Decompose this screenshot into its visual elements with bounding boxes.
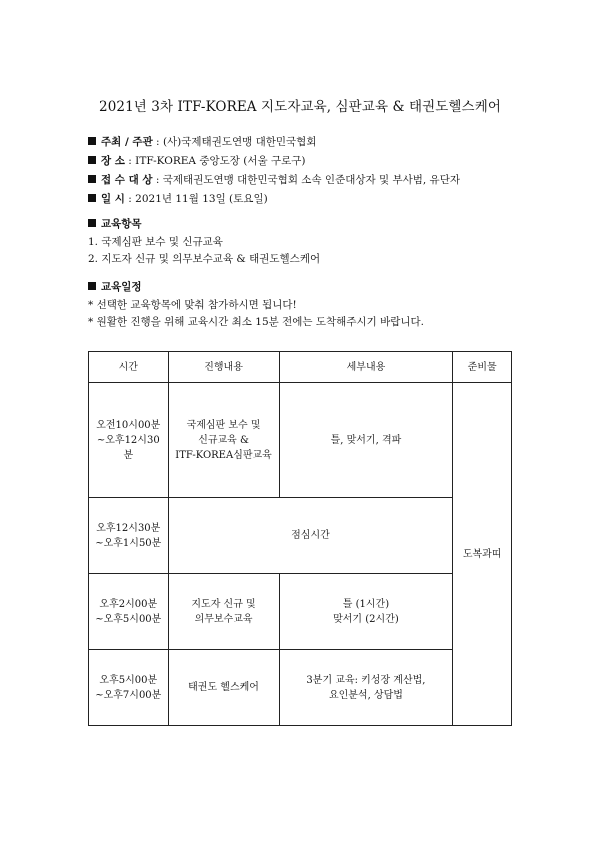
square-bullet-icon xyxy=(88,219,96,227)
time-start: 오후2시00분 xyxy=(99,598,158,610)
time-cell xyxy=(89,574,169,650)
education-section xyxy=(88,216,320,269)
detail-line: 틀, 맞서기, 격파 xyxy=(330,434,402,446)
schedule-note: * 원활한 진행을 위해 교육시간 최소 15분 전에는 도착해주시기 바랍니다. xyxy=(88,316,424,328)
table-header-row xyxy=(89,352,512,383)
time-end: ~오후7시00분 xyxy=(95,689,162,701)
schedule-heading xyxy=(88,279,424,297)
square-bullet-icon xyxy=(88,175,96,183)
program-line: ITF-KOREA심판교육 xyxy=(175,449,272,461)
education-item: 1. 국제심판 보수 및 신규교육 xyxy=(88,235,223,248)
education-heading-text: 교육항목 xyxy=(101,218,142,230)
detail-cell xyxy=(279,574,453,650)
program-line: 의무보수교육 xyxy=(194,613,253,625)
document-title: 2021년 3차 ITF-KOREA 지도자교육, 심판교육 & 태권도헬스케어 xyxy=(99,99,501,115)
detail-line: 요인분석, 상담법 xyxy=(328,689,403,701)
info-row-host: 주최 / 주관 : (사)국제태권도연맹 대한민국협회 xyxy=(88,133,460,152)
time-end: ~오후1시50분 xyxy=(95,537,162,549)
program-line: 신규교육 & xyxy=(198,434,249,446)
square-bullet-icon xyxy=(88,156,96,164)
program-line: 지도자 신규 및 xyxy=(191,598,256,610)
info-value: 2021년 11월 13일 (토요일) xyxy=(135,193,268,205)
info-label: 주최 / 주관 xyxy=(101,136,153,148)
info-value: ITF-KOREA 중앙도장 (서울 구로구) xyxy=(135,155,306,167)
square-bullet-icon xyxy=(88,282,96,290)
lunch-cell: 점심시간 xyxy=(168,498,453,574)
header-program: 진행내용 xyxy=(168,352,279,383)
header-time: 시간 xyxy=(89,352,169,383)
time-end: ~오후5시00분 xyxy=(95,613,162,625)
schedule-table xyxy=(88,351,512,726)
time-start: 오후12시30분 xyxy=(96,522,161,534)
detail-cell xyxy=(279,650,453,726)
detail-cell xyxy=(279,383,453,498)
info-label: 접 수 대 상 xyxy=(101,174,153,186)
table-row xyxy=(89,383,512,498)
program-cell xyxy=(168,650,279,726)
detail-line: 3분기 교육: 키성장 계산법, xyxy=(306,674,426,686)
square-bullet-icon xyxy=(88,137,96,145)
info-label: 장 소 xyxy=(101,155,125,167)
education-heading xyxy=(88,216,320,234)
schedule-heading-text: 교육일정 xyxy=(101,281,142,293)
info-value: 국제태권도연맹 대한민국협회 소속 인준대상자 및 부사범, 유단자 xyxy=(162,174,460,186)
header-prep: 준비물 xyxy=(453,352,512,383)
time-end: ~오후12시30분 xyxy=(96,434,160,461)
info-row-target: 접 수 대 상 : 국제태권도연맹 대한민국협회 소속 인준대상자 및 부사범, 유단자 xyxy=(88,171,460,190)
time-cell xyxy=(89,383,169,498)
program-cell xyxy=(168,574,279,650)
program-line: 태권도 헬스케어 xyxy=(188,682,259,693)
program-line: 국제심판 보수 및 xyxy=(186,419,261,431)
schedule-note: * 선택한 교육항목에 맞춰 참가하시면 됩니다! xyxy=(88,298,297,311)
info-row-place: 장 소 : ITF-KOREA 중앙도장 (서울 구로구) xyxy=(88,152,460,171)
time-start: 오전10시00분 xyxy=(96,419,161,431)
table-row xyxy=(89,650,512,726)
info-label: 일 시 xyxy=(101,193,125,205)
table-row xyxy=(89,498,512,574)
education-item: 2. 지도자 신규 및 의무보수교육 & 태권도헬스케어 xyxy=(88,253,321,265)
time-cell xyxy=(89,498,169,574)
header-detail: 세부내용 xyxy=(279,352,453,383)
time-start: 오후5시00분 xyxy=(99,674,158,686)
info-row-date: 일 시 : 2021년 11월 13일 (토요일) xyxy=(88,190,460,209)
program-cell xyxy=(168,383,279,498)
info-value: (사)국제태권도연맹 대한민국협회 xyxy=(162,136,317,148)
detail-line: 틀 (1시간) xyxy=(342,598,390,610)
schedule-section xyxy=(88,279,424,332)
square-bullet-icon xyxy=(88,194,96,202)
time-cell xyxy=(89,650,169,726)
table-row xyxy=(89,574,512,650)
event-info xyxy=(88,133,460,209)
detail-line: 맞서기 (2시간) xyxy=(333,613,399,625)
prep-cell: 도복과띠 xyxy=(453,383,512,726)
